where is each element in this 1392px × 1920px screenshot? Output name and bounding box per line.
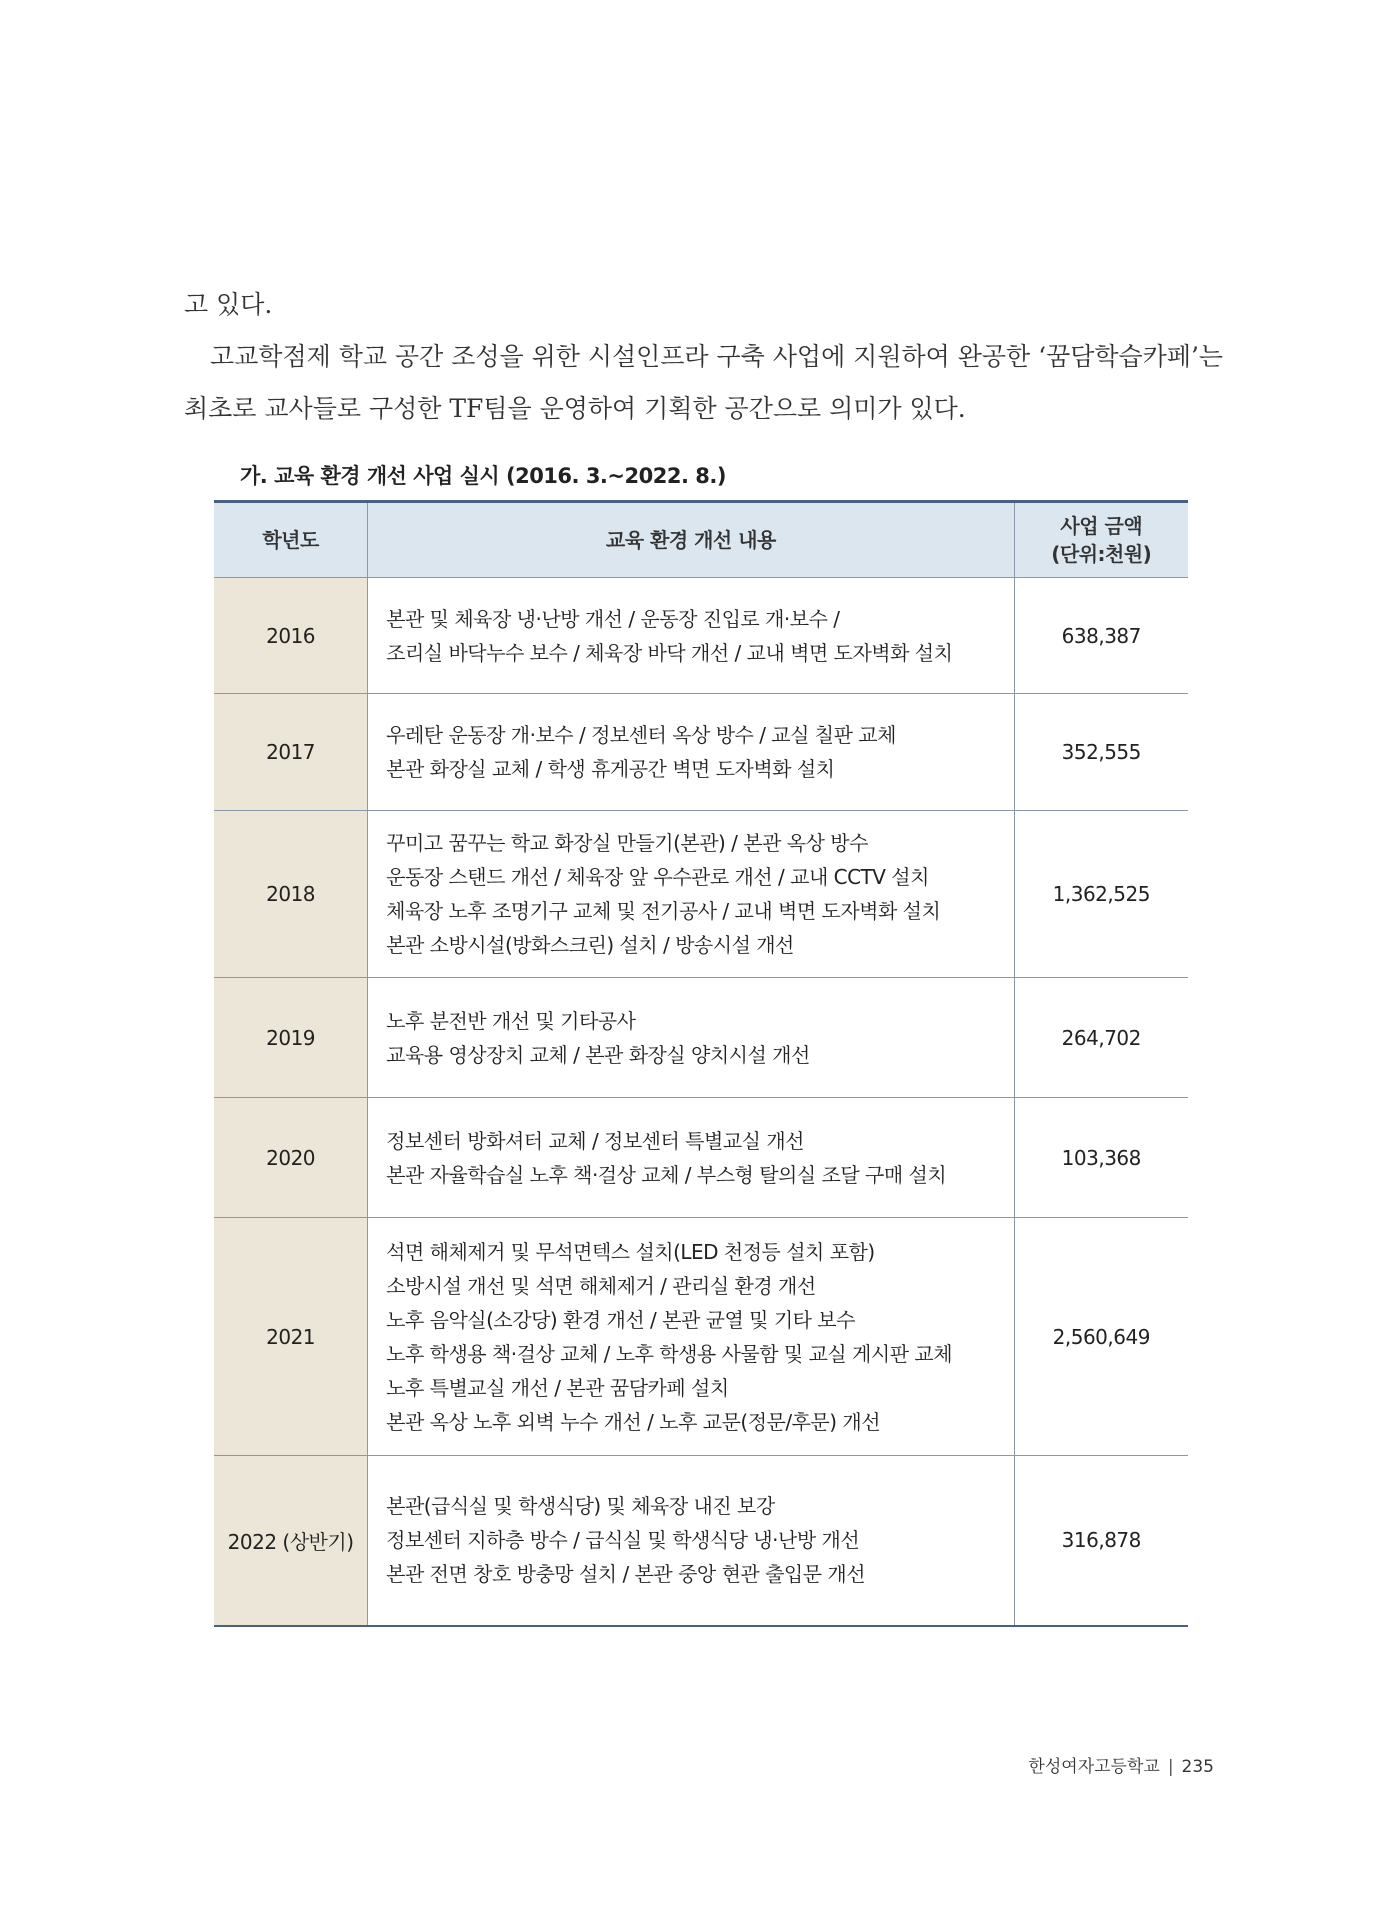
content-line: 본관 자율학습실 노후 책·걸상 교체 / 부스형 탈의실 조달 구매 설치 <box>386 1162 947 1187</box>
row-content <box>368 1098 1014 1218</box>
row-year: 2016 <box>214 578 368 694</box>
table-row <box>214 578 1188 694</box>
content-line: 우레탄 운동장 개·보수 / 정보센터 옥상 방수 / 교실 칠판 교체 <box>386 723 896 747</box>
row-year: 2022 (상반기) <box>214 1456 368 1626</box>
row-amount: 103,368 <box>1014 1098 1188 1218</box>
content-line: 노후 분전반 개선 및 기타공사 <box>386 1008 636 1033</box>
table-row <box>214 1218 1188 1456</box>
content-line: 운동장 스탠드 개선 / 체육장 앞 우수관로 개선 / 교내 CCTV 설치 <box>386 865 929 889</box>
content-line: 본관 전면 창호 방충망 설치 / 본관 중앙 현관 출입문 개선 <box>386 1562 866 1587</box>
footer-separator: | <box>1167 1757 1174 1777</box>
content-line: 노후 특별교실 개선 / 본관 꿈담카페 설치 <box>386 1375 729 1400</box>
row-year: 2020 <box>214 1098 368 1218</box>
content-line: 노후 음악실(소강당) 환경 개선 / 본관 균열 및 기타 보수 <box>386 1307 855 1332</box>
table-body <box>214 578 1188 1626</box>
row-year: 2021 <box>214 1218 368 1456</box>
content-line: 정보센터 방화셔터 교체 / 정보센터 특별교실 개선 <box>386 1128 804 1153</box>
content-line: 본관(급식실 및 학생식당) 및 체육장 내진 보강 <box>386 1494 775 1519</box>
row-content <box>368 578 1014 694</box>
header-amount-unit: (단위:천원) <box>1051 542 1152 566</box>
content-line: 조리실 바닥누수 보수 / 체육장 바닥 개선 / 교내 벽면 도자벽화 설치 <box>386 640 953 665</box>
content-line: 석면 해체제거 및 무석면텍스 설치(LED 천정등 설치 포함) <box>386 1239 875 1264</box>
improvement-table <box>214 500 1188 1627</box>
row-content <box>368 1456 1014 1626</box>
row-year: 2019 <box>214 978 368 1098</box>
content-line: 본관 화장실 교체 / 학생 휴게공간 벽면 도자벽화 설치 <box>386 757 835 781</box>
row-year: 2017 <box>214 694 368 811</box>
footer-school-name: 한성여자고등학교 <box>1028 1757 1160 1777</box>
page-number: 235 <box>1181 1757 1214 1777</box>
row-year: 2018 <box>214 811 368 978</box>
table-header-row <box>214 502 1188 578</box>
table-row <box>214 1456 1188 1626</box>
header-year: 학년도 <box>214 502 368 578</box>
content-line: 정보센터 지하층 방수 / 급식실 및 학생식당 냉·난방 개선 <box>386 1528 860 1553</box>
header-amount-label: 사업 금액 <box>1060 514 1143 538</box>
row-content <box>368 811 1014 978</box>
content-line: 본관 및 체육장 냉·난방 개선 / 운동장 진입로 개·보수 / <box>386 606 840 631</box>
page-footer <box>1000 1752 1214 1777</box>
table-caption: 가. 교육 환경 개선 사업 실시 (2016. 3.~2022. 8.) <box>240 464 726 488</box>
row-amount: 352,555 <box>1014 694 1188 811</box>
table-row <box>214 1098 1188 1218</box>
table-row <box>214 978 1188 1098</box>
row-amount: 2,560,649 <box>1014 1218 1188 1456</box>
row-content <box>368 978 1014 1098</box>
content-line: 본관 옥상 노후 외벽 누수 개선 / 노후 교문(정문/후문) 개선 <box>386 1409 881 1434</box>
row-amount: 1,362,525 <box>1014 811 1188 978</box>
content-line: 소방시설 개선 및 석면 해체제거 / 관리실 환경 개선 <box>386 1273 816 1298</box>
row-content <box>368 694 1014 811</box>
row-amount: 264,702 <box>1014 978 1188 1098</box>
table-row <box>214 811 1188 978</box>
row-content <box>368 1218 1014 1456</box>
row-amount: 316,878 <box>1014 1456 1188 1626</box>
content-line: 체육장 노후 조명기구 교체 및 전기공사 / 교내 벽면 도자벽화 설치 <box>386 899 941 923</box>
paragraph-continuation: 고 있다. <box>184 290 273 319</box>
content-line: 교육용 영상장치 교체 / 본관 화장실 양치시설 개선 <box>386 1042 810 1067</box>
content-line: 노후 학생용 책·걸상 교체 / 노후 학생용 사물함 및 교실 게시판 교체 <box>386 1341 953 1366</box>
paragraph-cafe-description: 고교학점제 학교 공간 조성을 위한 시설인프라 구축 사업에 지원하여 완공한 ‘꿈담학습카페’는 최초로 교사들로 구성한 TF팀을 운영하여 기획한 공간으로 의미가 있다. <box>184 342 1224 423</box>
header-amount <box>1014 502 1188 578</box>
row-amount: 638,387 <box>1014 578 1188 694</box>
content-line: 꾸미고 꿈꾸는 학교 화장실 만들기(본관) / 본관 옥상 방수 <box>386 831 868 855</box>
content-line: 본관 소방시설(방화스크린) 설치 / 방송시설 개선 <box>386 933 794 957</box>
header-content: 교육 환경 개선 내용 <box>368 502 1014 578</box>
table-row <box>214 694 1188 811</box>
